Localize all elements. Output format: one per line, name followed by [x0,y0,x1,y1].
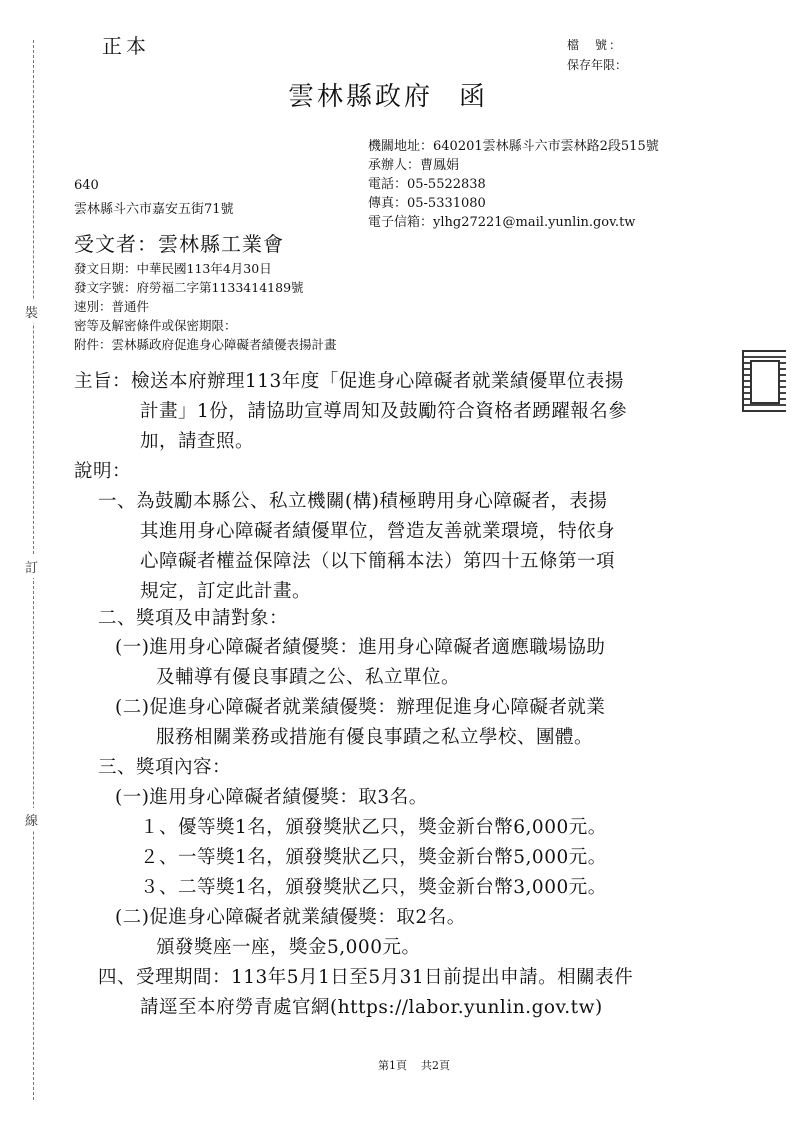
binding-mark-ding: 訂 [25,555,38,578]
postal-code: 640 [74,178,99,193]
body-line: 服務相關業務或措施有優良事蹟之私立學校、團體。 [156,727,594,748]
phone: 電話：05-5522838 [368,177,486,192]
speed: 速別：普通件 [74,299,150,314]
recipient: 受文者：雲林縣工業會 [74,232,284,256]
body-line: 心障礙者權益保障法（以下簡稱本法）第四十五條第一項 [140,551,616,572]
attachment: 附件：雲林縣政府促進身心障礙者績優表揚計畫 [74,337,337,352]
body-line: (二)促進身心障礙者就業績優獎：取2名。 [115,907,466,928]
body-line: 請逕至本府勞青處官網(https://labor.yunlin.gov.tw) [140,997,603,1018]
document-title [288,76,488,113]
binding-mark-zhuang: 裝 [25,300,38,323]
issuer-name: 雲林縣政府 [288,82,434,112]
body-line: ２、一等獎1名，頒發獎狀乙只，獎金新台幣5,000元。 [140,847,607,868]
body-line: 二、獎項及申請對象： [98,608,289,629]
page-total: 共2頁 [421,1059,450,1072]
body-line: 四、受理期間：113年5月1日至5月31日前提出申請。相關表件 [98,967,634,988]
agency-address: 機關地址：640201雲林縣斗六市雲林路2段515號 [368,139,659,154]
subject-line: 主旨：檢送本府辦理113年度「促進身心障礙者就業績優單位表揚 [74,371,624,392]
body-line: 一、為鼓勵本縣公、私立機關(構)積極聘用身心障礙者，表揚 [98,491,608,512]
subject-line: 計畫」1份，請協助宣導周知及鼓勵符合資格者踴躍報名參 [140,401,628,422]
seal-stamp [742,350,786,412]
body-line: 其進用身心障礙者績優單位，營造友善就業環境，特依身 [140,521,616,542]
body-line: 三、獎項內容： [98,757,232,778]
page-footer [378,1057,450,1073]
body-line: 及輔導有優良事蹟之公、私立單位。 [156,667,461,688]
retention-label: 保存年限： [567,58,628,72]
handler: 承辦人：曹鳳娟 [368,158,460,173]
recipient-street: 雲林縣斗六市嘉安五街71號 [74,202,234,217]
issue-date: 發文日期：中華民國113年4月30日 [74,261,272,276]
body-line: ３、二等獎1名，頒發獎狀乙只，獎金新台幣3,000元。 [140,877,607,898]
body-line: １、優等獎1名，頒發獎狀乙只，獎金新台幣6,000元。 [140,817,607,838]
fax: 傳真：05-5331080 [368,196,486,211]
document-kind: 函 [459,82,489,112]
file-number-label: 檔 號： [567,38,624,52]
body-line: 頒發獎座一座，獎金5,000元。 [156,937,421,958]
explanation-label: 說明： [74,461,132,482]
reference-number: 發文字號：府勞福二字第1133414189號 [74,280,304,295]
body-line: (二)促進身心障礙者就業績優獎：辦理促進身心障礙者就業 [115,697,606,718]
doc-type: 正本 [102,34,150,58]
body-line: (一)進用身心障礙者績優獎：進用身心障礙者適應職場協助 [115,637,606,658]
page-number: 第1頁 [378,1059,407,1072]
body-line: (一)進用身心障礙者績優獎：取3名。 [115,787,428,808]
subject-line: 加，請查照。 [140,431,255,452]
body-line: 規定，訂定此計畫。 [140,581,312,602]
binding-mark-xian: 線 [25,808,38,831]
email: 電子信箱：ylhg27221@mail.yunlin.gov.tw [368,215,636,230]
secrecy: 密等及解密條件或保密期限： [74,318,237,333]
